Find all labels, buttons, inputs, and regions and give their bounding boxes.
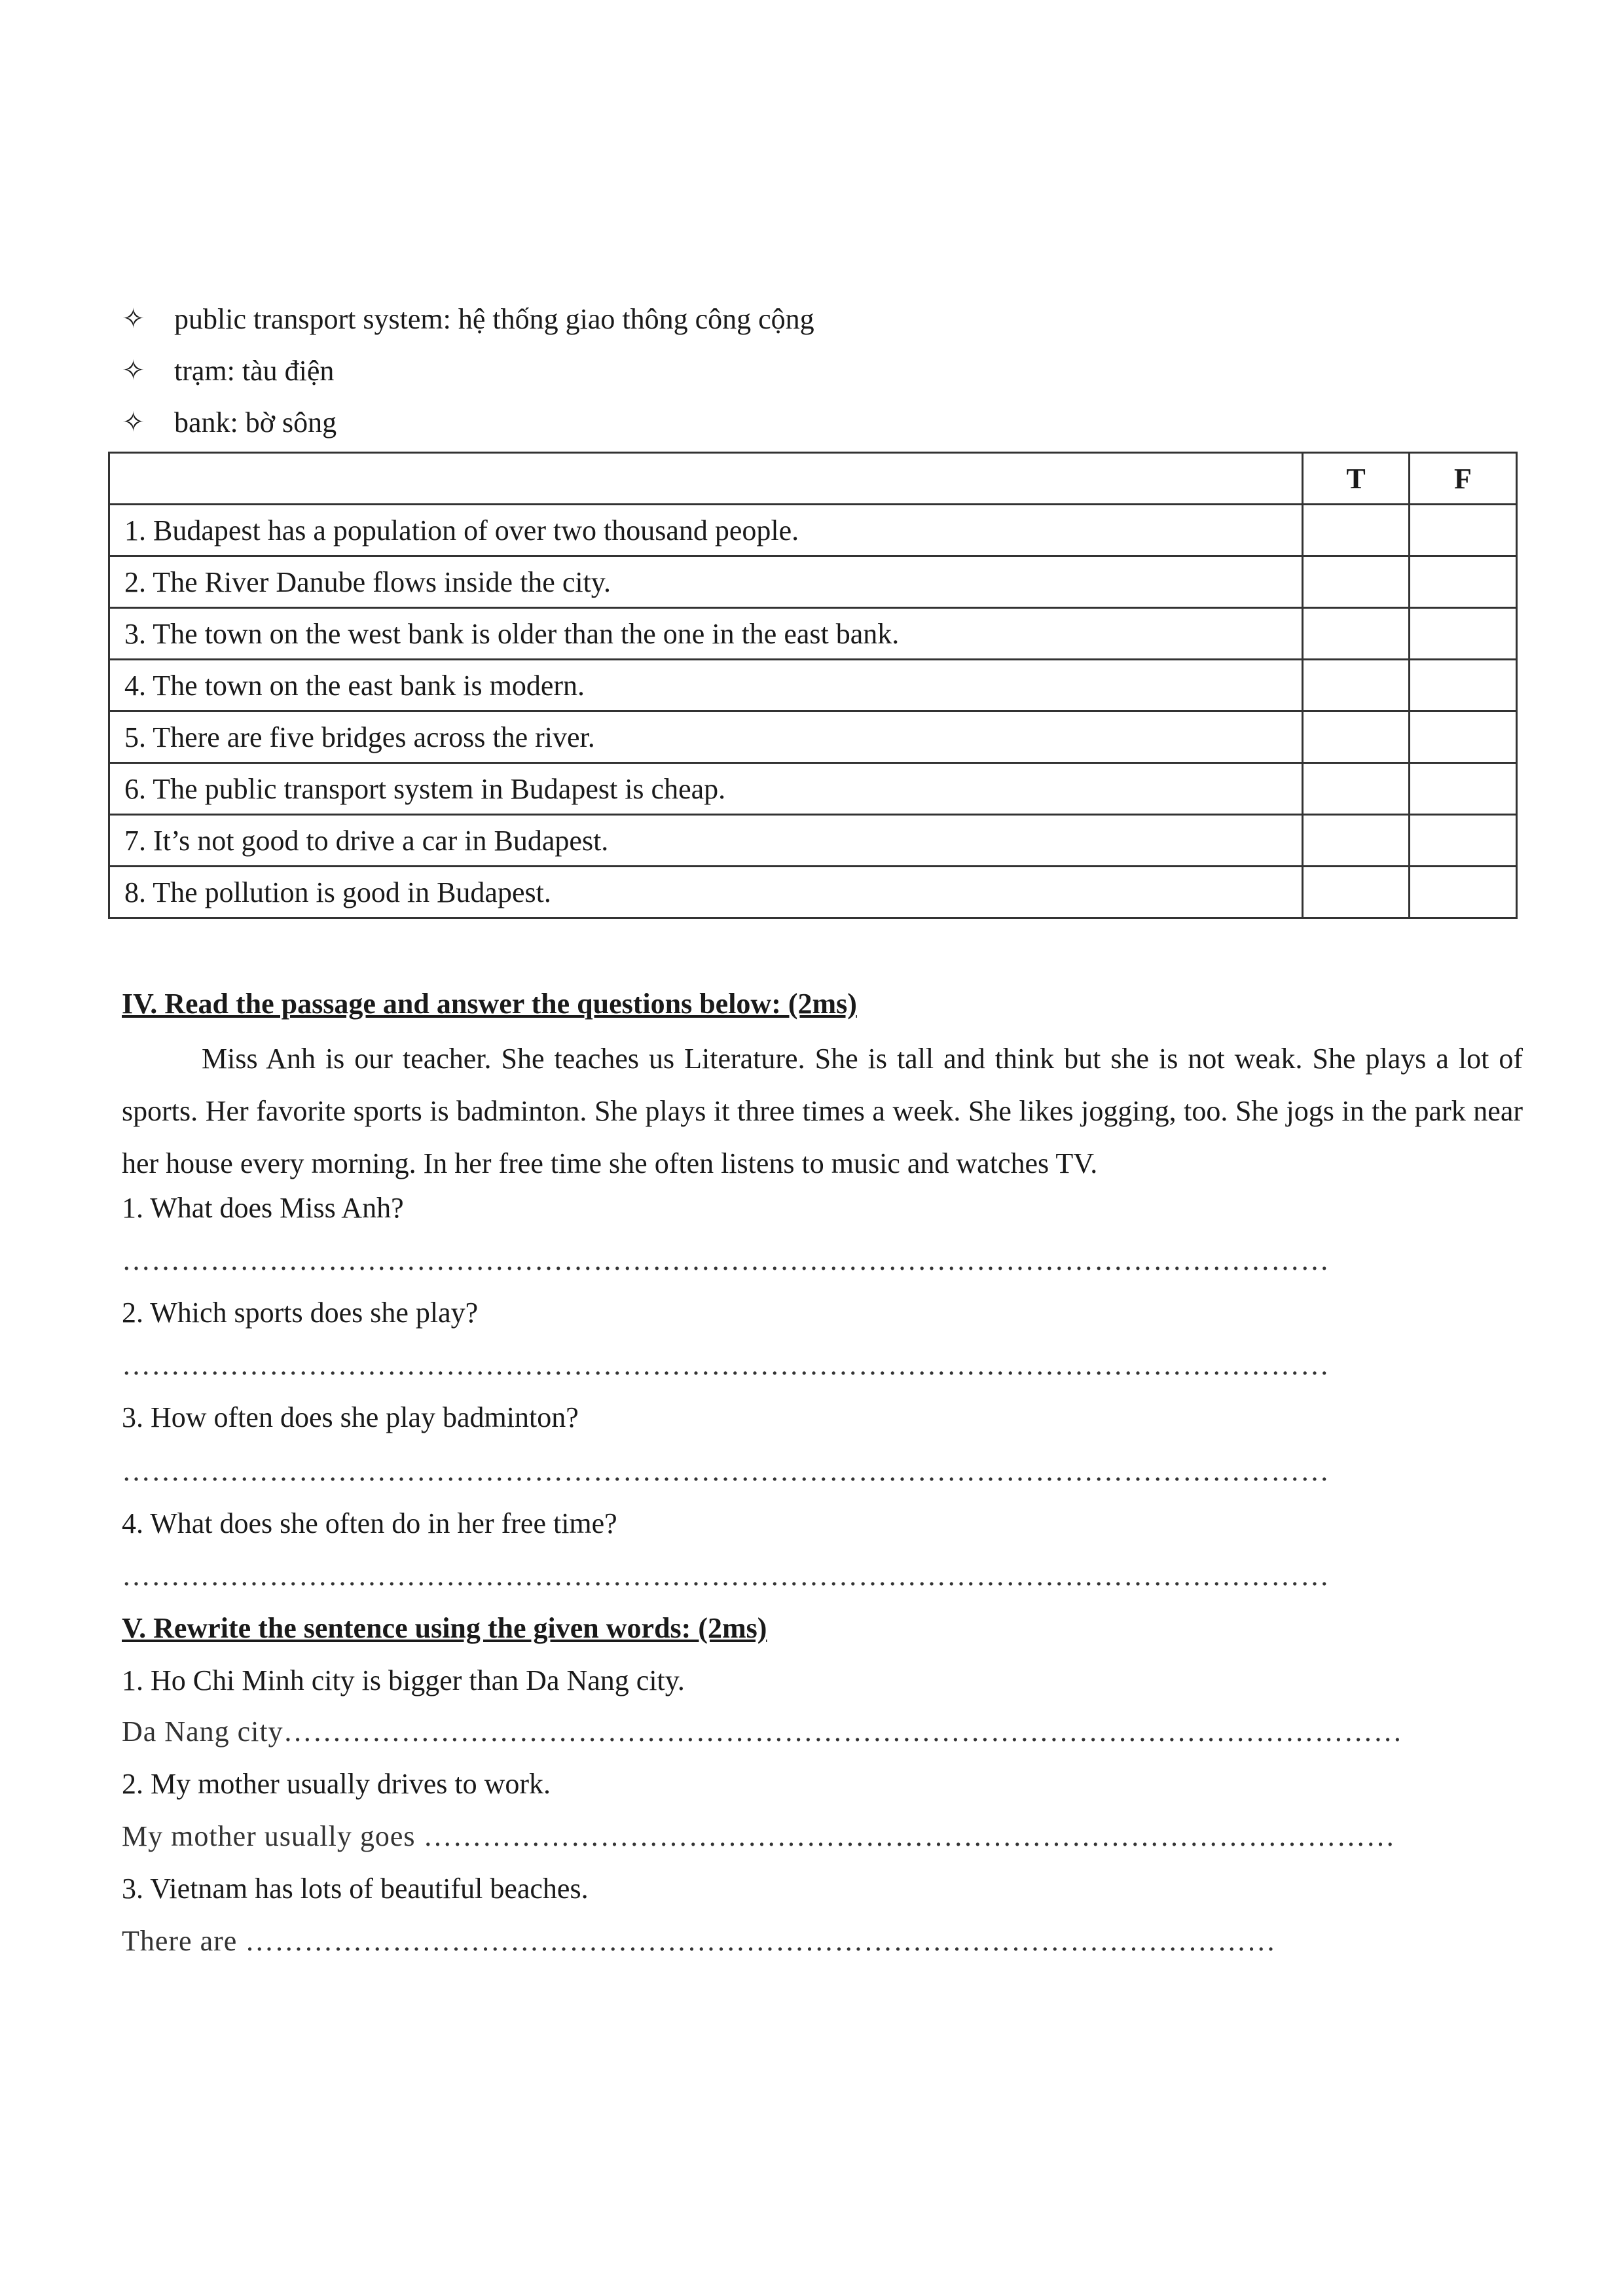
statement-header [109,453,1303,505]
true-answer-cell[interactable] [1303,763,1410,815]
true-answer-cell[interactable] [1303,815,1410,867]
false-answer-cell[interactable] [1410,711,1517,763]
statement-cell: 6. The public transport system in Budapest is cheap. [109,763,1303,815]
rewrite-sentence-3: 3. Vietnam has lots of beautiful beaches. [122,1873,589,1905]
vocab-text: trạm: tàu điện [174,355,335,387]
true-false-table [108,452,1518,919]
false-answer-cell[interactable] [1410,815,1517,867]
false-answer-cell[interactable] [1410,505,1517,556]
rewrite-sentence-1: 1. Ho Chi Minh city is bigger than Da Nang city. [122,1664,685,1696]
false-answer-cell[interactable] [1410,556,1517,608]
table-row [109,608,1517,660]
question-1: 1. What does Miss Anh? [122,1192,404,1224]
false-answer-cell[interactable] [1410,608,1517,660]
rewrite-prompt-3[interactable]: There are …………………………………………………………………………………………… [122,1925,1277,1957]
vocab-item [122,293,814,345]
diamond-star-icon: ✧ [122,407,145,438]
true-answer-cell[interactable] [1303,608,1410,660]
diamond-star-icon: ✧ [122,355,145,386]
answer-line-3[interactable]: …………………………………………………………………………………………………………… [122,1455,1330,1487]
table-row [109,867,1517,918]
question-2: 2. Which sports does she play? [122,1297,479,1329]
vocabulary-list [122,293,814,448]
false-header: F [1410,453,1517,505]
statement-cell: 7. It’s not good to drive a car in Budapest. [109,815,1303,867]
answer-line-4[interactable]: …………………………………………………………………………………………………………… [122,1560,1330,1592]
statement-cell: 3. The town on the west bank is older than the one in the east bank. [109,608,1303,660]
true-answer-cell[interactable] [1303,505,1410,556]
true-answer-cell[interactable] [1303,556,1410,608]
statement-cell: 2. The River Danube flows inside the city. [109,556,1303,608]
section-5-heading: V. Rewrite the sentence using the given words: (2ms) [122,1612,767,1644]
table-row [109,556,1517,608]
rewrite-sentence-2: 2. My mother usually drives to work. [122,1768,551,1800]
false-answer-cell[interactable] [1410,660,1517,711]
table-row [109,711,1517,763]
statement-cell: 8. The pollution is good in Budapest. [109,867,1303,918]
section-4-heading: IV. Read the passage and answer the questions below: (2ms) [122,988,857,1020]
vocab-text: public transport system: hệ thống giao thông công cộng [174,303,814,335]
true-answer-cell[interactable] [1303,660,1410,711]
table-header-row [109,453,1517,505]
answer-line-1[interactable]: …………………………………………………………………………………………………………… [122,1244,1330,1276]
true-header: T [1303,453,1410,505]
question-4: 4. What does she often do in her free time? [122,1507,617,1539]
vocab-item [122,397,814,448]
table-row [109,815,1517,867]
vocab-text: bank: bờ sông [174,406,337,439]
statement-cell: 4. The town on the east bank is modern. [109,660,1303,711]
true-answer-cell[interactable] [1303,867,1410,918]
question-3: 3. How often does she play badminton? [122,1401,579,1433]
diamond-star-icon: ✧ [122,304,145,334]
answer-line-2[interactable]: …………………………………………………………………………………………………………… [122,1349,1330,1381]
vocab-item [122,345,814,397]
table-row [109,505,1517,556]
false-answer-cell[interactable] [1410,867,1517,918]
table-row [109,763,1517,815]
statement-cell: 1. Budapest has a population of over two thousand people. [109,505,1303,556]
false-answer-cell[interactable] [1410,763,1517,815]
rewrite-prompt-1[interactable]: Da Nang city…………………………………………………………………………………………………… [122,1715,1403,1748]
statement-cell: 5. There are five bridges across the river. [109,711,1303,763]
true-answer-cell[interactable] [1303,711,1410,763]
reading-passage: Miss Anh is our teacher. She teaches us Literature. She is tall and think but she is not weak. She plays a lot of sports. Her favorite sports is badminton. She plays it three times a week. She likes jogging, too. She jogs in the park near her house every morning. In her free time she often listens to music and watches TV. [122,1043,1523,1179]
table-row [109,660,1517,711]
rewrite-prompt-2[interactable]: My mother usually goes ……………………………………………………………………………………… [122,1820,1396,1852]
